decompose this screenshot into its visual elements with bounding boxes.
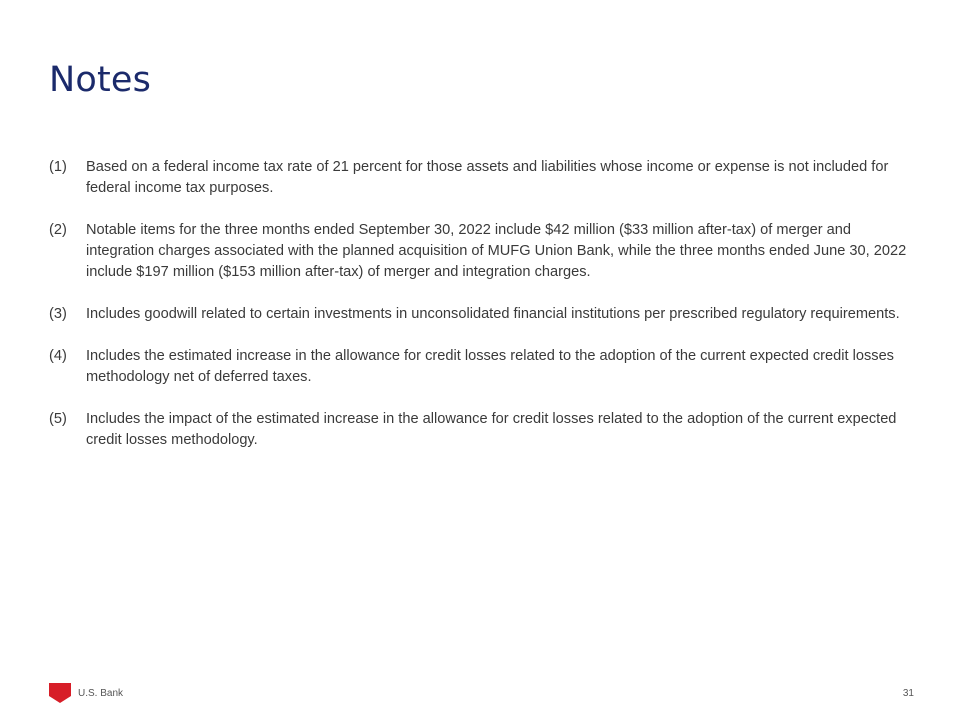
note-item: [49, 304, 919, 325]
footer-brand: U.S. Bank: [78, 688, 124, 699]
note-text: Includes the impact of the estimated increase in the allowance for credit losses related to the adoption of the current expected credit losses methodology.: [86, 411, 897, 448]
note-item: [49, 220, 919, 283]
note-number: (5): [49, 411, 67, 427]
note-item: [49, 409, 919, 451]
note-number: (1): [49, 159, 67, 175]
notes-list: [49, 157, 919, 472]
page-title: Notes: [49, 60, 152, 100]
note-text: Based on a federal income tax rate of 21 percent for those assets and liabilities whose income or expense is not included for federal income tax purposes.: [86, 159, 889, 196]
page-number: 31: [902, 688, 914, 699]
note-number: (4): [49, 348, 67, 364]
note-number: (3): [49, 306, 67, 322]
note-number: (2): [49, 222, 67, 238]
note-text: Includes the estimated increase in the allowance for credit losses related to the adoption of the current expected credit losses methodology net of deferred taxes.: [86, 348, 894, 385]
note-text: Includes goodwill related to certain investments in unconsolidated financial institutions per prescribed regulatory requirements.: [86, 306, 900, 322]
us-bank-shield-icon: [49, 683, 71, 703]
slide-footer: [0, 682, 960, 706]
note-item: [49, 346, 919, 388]
note-text: Notable items for the three months ended September 30, 2022 include $42 million ($33 million after-tax) of merger and integration charges associated with the planned acquisition of MUFG Union Bank, while the three months ended June 30, 2022 include $197 million ($153 million after-tax) of merger and integration charges.: [86, 222, 907, 280]
note-item: [49, 157, 919, 199]
